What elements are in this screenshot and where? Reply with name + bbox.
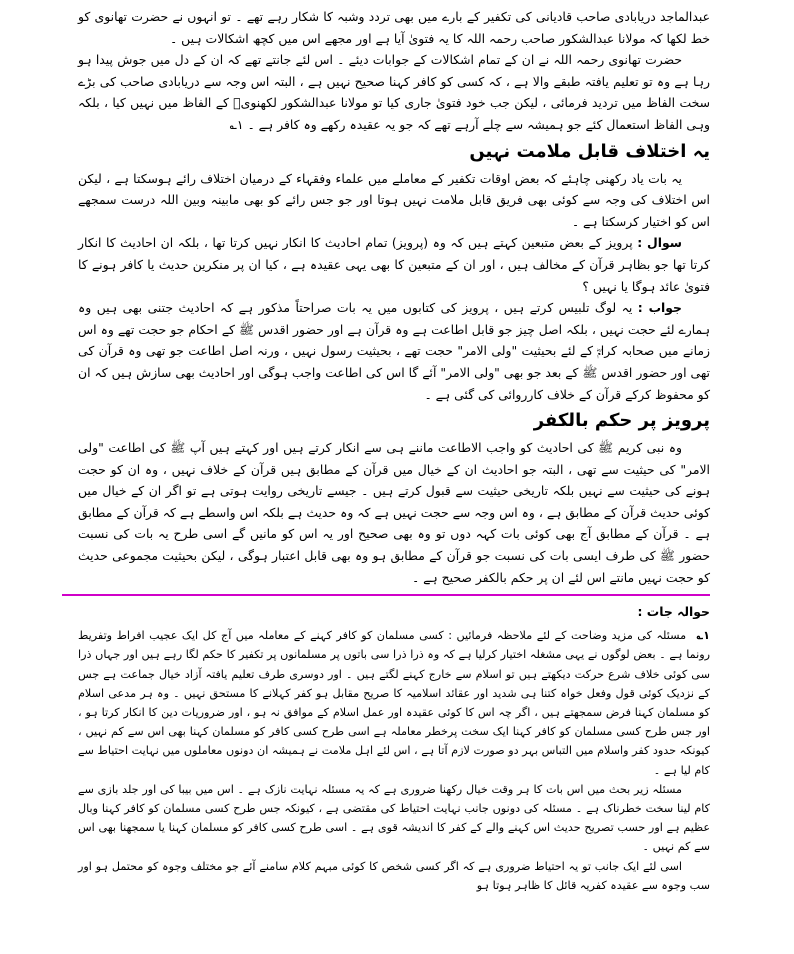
question-text: پرویز کے بعض متبعین کہتے ہیں کہ وہ (پرویز) تمام احادیث کا انکار نہیں کرتا تھا ، بلکہ ان احادیث کا انکار کرتا تھا جو بظاہر قرآن کے مخالف ہیں ، اور ان کے متبعین کا بھی یہی عقیدہ ہے ، کیا ان پر منکرین حدیث یا کافر ہونے کا فتویٰ عائد ہوگا یا نہیں ؟ — [78, 235, 710, 294]
answer-text: یہ لوگ تلبیس کرتے ہیں ، پرویز کی کتابوں میں یہ بات صراحتاً مذکور ہے کہ احادیث جتنی بھی ہیں وہ ہمارے لئے حجت نہیں ، بلکہ اصل چیز جو قابل اطاعت ہے وہ قرآن ہے اور حضور اقدس ﷺ کے احکام جو حجت تھے وہ اس زمانے میں صحابہ کرامؓ کے لئے بحیثیت "ولی الامر" حجت تھے ، بحیثیت رسول نہیں ، ورنہ اصل اطاعت جو تھی وہ قرآن کی تھی اور حضور اقدس ﷺ کے بعد جو بھی "ولی الامر" آئے گا اس کی اطاعت واجب ہوگی اور احادیث بھی سازش ہیں کہ ان کو محفوظ کرکے قرآن کے خلاف کارروائی کی گئی ہے ۔ — [78, 300, 710, 402]
footnote-divider — [62, 594, 710, 596]
footnote-mark: ۱؎ — [696, 629, 710, 643]
section-heading: پرویز پر حکم بالکفر — [533, 410, 710, 432]
answer-paragraph — [78, 297, 710, 405]
footnote — [78, 626, 710, 780]
references-title: حوالہ جات : — [637, 604, 710, 620]
question-label: سوال : — [637, 235, 682, 251]
references-section — [78, 602, 710, 895]
paragraph: یہ بات یاد رکھنی چاہئے کہ بعض اوقات تکفیر کے معاملے میں علماء وفقہاء کے درمیان اختلاف رائے ہوسکتا ہے ، لیکن اس اختلاف کی وجہ سے کوئی بھی فریق قابل ملامت نہیں ہوتا اور جو جس رائے کو بھی مابینہ وبین اللہ درست سمجھے اس کو اختیار کرسکتا ہے ۔ — [78, 170, 710, 229]
paragraph: عبدالماجد دریابادی صاحب قادیانی کی تکفیر کے بارے میں بھی تردد وشبہ کا شکار رہے تھے ۔ تو انہوں نے حضرت تھانوی کو خط لکھا کہ مولانا عبدالشکور صاحب رحمہ اللہ کا یہ فتویٰ آیا ہے اور مجھے اس میں کچھ اشکالات ہیں ۔ — [78, 9, 710, 46]
footnote-text: مسئلہ کی مزید وضاحت کے لئے ملاحظہ فرمائیں : کسی مسلمان کو کافر کہنے کے معاملہ میں آج کل ایک عجیب افراط وتفریط رونما ہے ۔ بعض لوگوں نے یہی مشغلہ اختیار کرلیا ہے کہ وہ ذرا ذرا سی باتوں پر مسلمانوں پر تکفیر کا حکم لگا رہے ہیں اور جہاں ذرا سی کوئی خلاف شرع حرکت دیکھتے ہیں تو اسلام سے خارج کہنے لگتے ہیں ۔ اور دوسری طرف تعلیم یافتہ آزاد خیال جماعت ہے جس کے نزدیک کوئی قول وفعل خواہ کتنا ہی شدید اور عقائد اسلامیہ کا صریح مقابل ہو کفر کہلانے کا مستحق نہیں ۔ وہ ہر مدعی اسلام کو مسلمان کہنا فرض سمجھتے ہیں ، اگر چہ اس کا کوئی عقیدہ اور عمل اسلام کے موافق نہ ہو ، اور ضروریات دین کا انکار کرتا ہو ، اور جس طرح کسی مسلمان کو کافر کہنا ایک سخت پرخطر معاملہ ہے اسی طرح کسی کافر کو مسلمان کہنا بھی اس سے کم نہیں ، کیونکہ حدود کفر واسلام میں التباس بہر دو صورت لازم آتا ہے ، اس لئے اہل ملامت نے ہمیشہ ان دونوں معاملوں میں نہایت احتیاط سے کام لیا ہے ۔ — [78, 629, 710, 777]
footnote: مسئلہ زیر بحث میں اس بات کا ہر وقت خیال رکھنا ضروری ہے کہ یہ مسئلہ نہایت نازک ہے ۔ اس میں بیبا کی اور جلد بازی سے کام لینا سخت خطرناک ہے ۔ مسئلہ کی دونوں جانب نہایت احتیاط کی مقتضی ہے ، کیونکہ جس طرح کسی مسلمان کو کافر کہنا وبال عظیم ہے اور حسب تصریح حدیث اس کہنے والے کے کفر کا اندیشہ قوی ہے ۔ اسی طرح کسی کافر کو مسلمان کہنا یا سمجھنا بھی اس سے کم نہیں ۔ — [78, 782, 710, 854]
question-paragraph — [78, 232, 710, 297]
paragraph: حضرت تھانوی رحمہ اللہ نے ان کے تمام اشکالات کے جوابات دیئے ۔ اس لئے جانتے تھے کہ ان کے دل میں جوش پیدا ہو رہا ہے وہ تو تعلیم یافتہ طبقے والا ہے ، کہ کسی کو کافر کہنا صحیح نہیں ہے ، البتہ اس وجہ سے دریابادی صاحب کی بڑے سخت الفاظ میں تردید فرمائی ، لیکن جب خود فتویٰ جاری کیا تو مولانا عبدالشکور لکھنویؒ کے الفاظ میں نہیں کیا ، بلکہ وہی الفاظ استعمال کئے جو ہمیشہ سے چلے آرہے تھے کہ جو یہ عقیدہ رکھے وہ کافر ہے ۔ ۱؎ — [78, 52, 710, 132]
footnote: اسی لئے ایک جانب تو یہ احتیاط ضروری ہے کہ اگر کسی شخص کا کوئی مبہم کلام سامنے آئے جو مختلف وجوہ کو محتمل ہو اور سب وجوہ سے عقیدہ کفریہ قائل کا ظاہر ہوتا ہو — [78, 859, 710, 892]
section-heading: یہ اختلاف قابل ملامت نہیں — [469, 140, 710, 162]
answer-label: جواب : — [637, 300, 682, 316]
paragraph: وہ نبی کریم ﷺ کی احادیث کو واجب الاطاعت ماننے ہی سے انکار کرتے ہیں اور کہتے ہیں آپ ﷺ کی اطاعت "ولی الامر" کی حیثیت سے تھی ، البتہ جو احادیث ان کے خیال میں قرآن کے مطابق ہیں قرآن کے خلاف نہیں ، وہ ان کو حجت ہونے کی حیثیت سے نہیں بلکہ تاریخی حیثیت سے قبول کرتے ہیں ۔ جیسے تاریخی روایت ہوتی ہے تو اگر ان کے خیال میں کوئی حدیث قرآن کے مطابق ہے ، وہ اس وجہ سے حجت نہیں ہے کہ وہ حدیث ہے بلکہ اس واسطے ہے کہ قرآن کے مطابق ہے ۔ قرآن کے مطابق آج بھی کوئی بات کہہ دوں تو وہ بھی صحیح اور یہ اس کو مانیں گے اسی طرح یہ بات کی نسبت حضور ﷺ کی طرف ایسی بات کی نسبت جو قرآن کے مطابق ہو وہ بھی قابل اعتبار ہوگی ، لیکن بحیثیت مجموعی حدیث کو حجت نہیں مانتے اس لئے ان پر حکم بالکفر صحیح ہے ۔ — [78, 440, 710, 585]
